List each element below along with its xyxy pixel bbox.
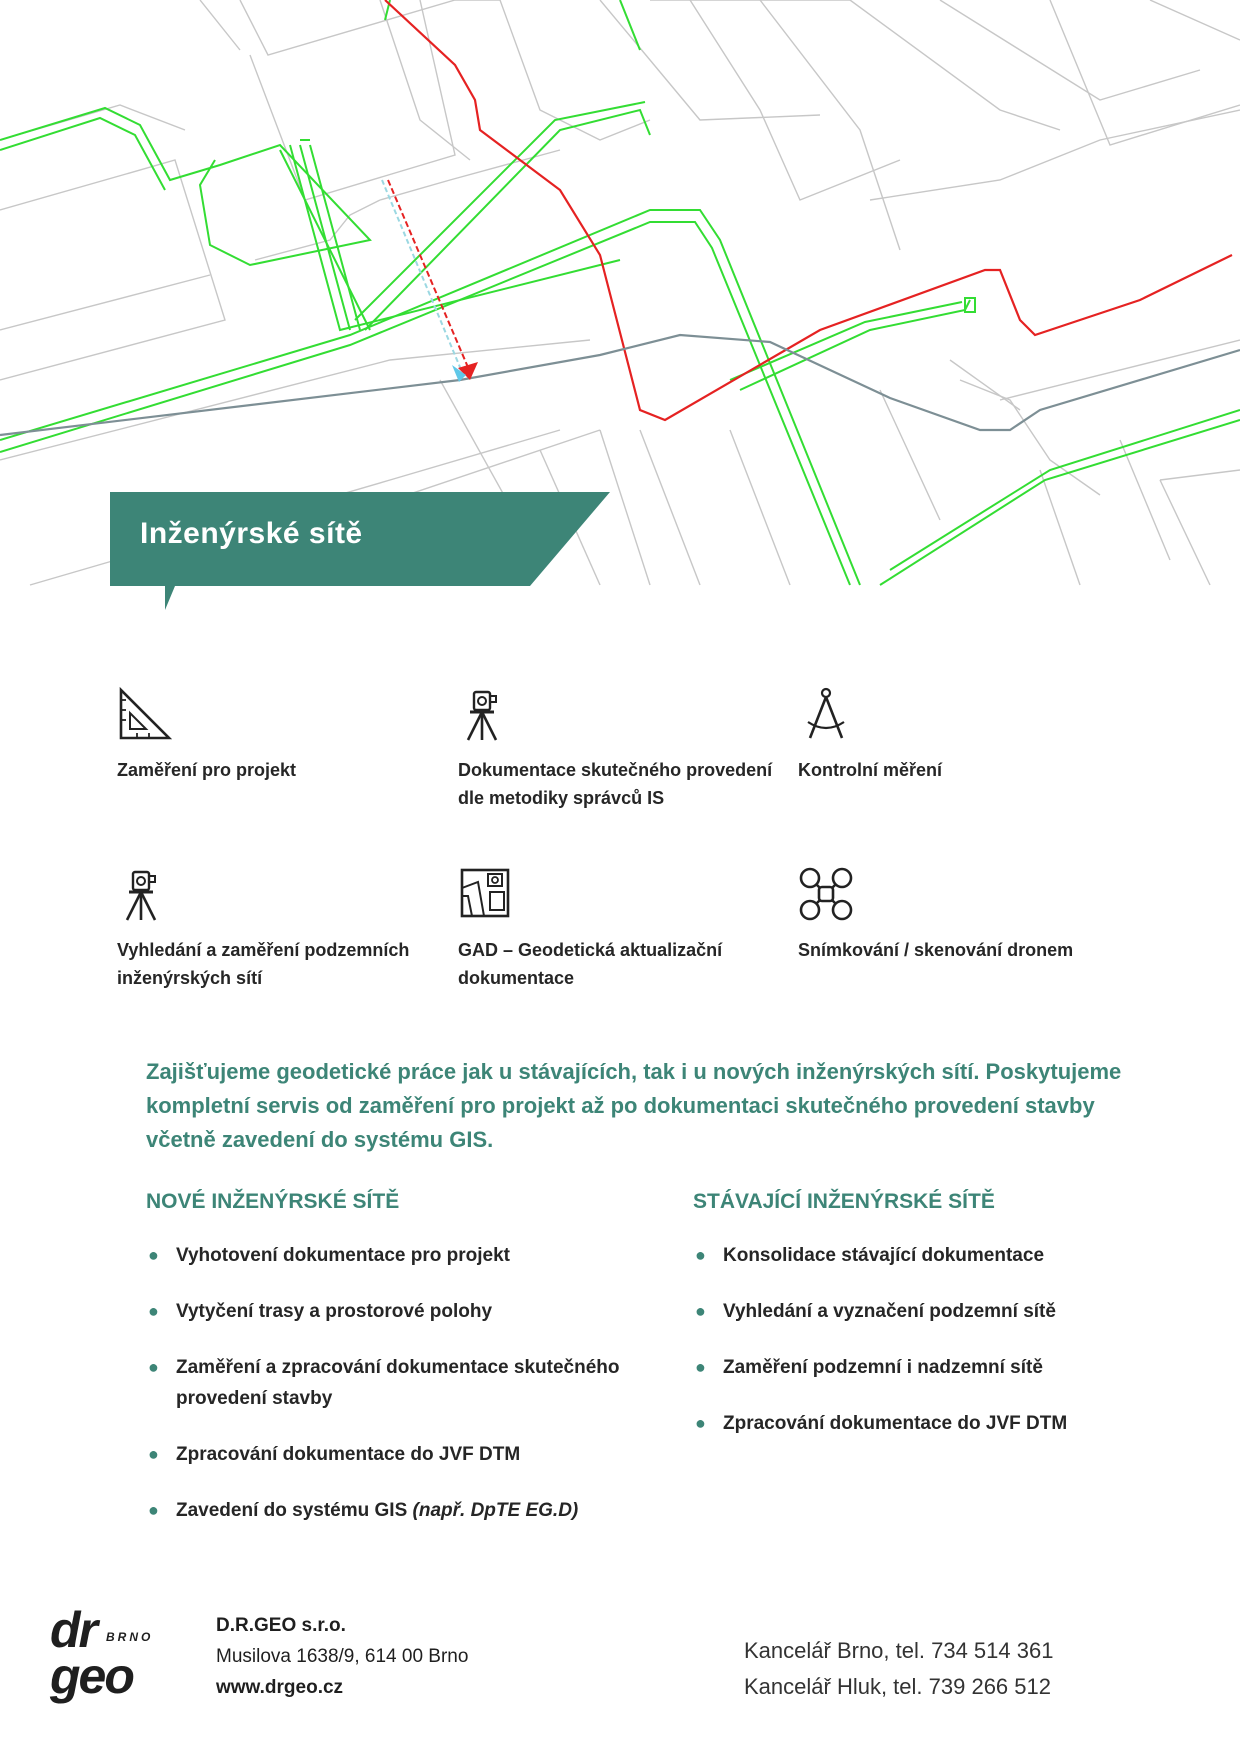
list-item [693, 1352, 1173, 1383]
existing-networks-heading: STÁVAJÍCÍ INŽENÝRSKÉ SÍTĚ [693, 1190, 995, 1213]
bullet-icon: ● [148, 1301, 159, 1321]
service-item-control-measurement [798, 686, 1128, 784]
total-station-icon [117, 866, 173, 922]
list-item [693, 1240, 1173, 1271]
service-item-as-built-documentation [458, 686, 788, 812]
list-item [693, 1296, 1173, 1327]
list-item-text: Zpracování dokumentace do JVF DTM [176, 1444, 521, 1465]
map-document-icon [458, 866, 514, 922]
total-station-icon [458, 686, 514, 742]
bullet-icon: ● [695, 1245, 706, 1265]
service-label: GAD – Geodetická aktualizační dokumentace [458, 940, 723, 988]
service-label: Zaměření pro projekt [117, 760, 297, 780]
company-address: Musilova 1638/9, 614 00 Brno [216, 1646, 469, 1667]
set-square-icon [117, 686, 173, 742]
list-item-text: Zavedení do systému GIS [176, 1500, 408, 1521]
existing-networks-list [693, 1240, 1173, 1464]
list-item-text: Zpracování dokumentace do JVF DTM [723, 1413, 1068, 1434]
intro-paragraph: Zajišťujeme geodetické práce jak u stávajících, tak i u nových inženýrských sítí. Poskytujeme kompletní servis od zaměření pro projekt až po dokumentaci skutečného provedení stavby včetně zavedení do systému GIS. [146, 1059, 1122, 1152]
list-item-text: Zaměření a zpracování dokumentace skutečného provedení stavby [176, 1357, 620, 1409]
compass-icon [798, 686, 854, 742]
bullet-icon: ● [148, 1444, 159, 1464]
list-item-text: Konsolidace stávající dokumentace [723, 1245, 1045, 1266]
list-item [146, 1495, 626, 1526]
new-networks-list [146, 1240, 626, 1551]
list-item-text: Vytyčení trasy a prostorové polohy [176, 1301, 493, 1322]
logo-wordmark [50, 1602, 170, 1704]
service-item-underground-networks [117, 866, 447, 992]
office-brno: Kancelář Brno, tel. 734 514 361 [744, 1638, 1054, 1663]
office-contacts [744, 1633, 1053, 1705]
list-item [146, 1296, 626, 1327]
bullet-icon: ● [148, 1500, 159, 1520]
service-label: Snímkování / skenování dronem [798, 940, 1074, 960]
bullet-icon: ● [695, 1301, 706, 1321]
bullet-icon: ● [148, 1245, 159, 1265]
company-website-link[interactable]: www.drgeo.cz [216, 1677, 344, 1698]
list-item [146, 1439, 626, 1470]
section-banner [110, 492, 610, 612]
bullet-icon: ● [695, 1413, 706, 1433]
section-title: Inženýrské sítě [140, 517, 363, 550]
bullet-icon: ● [695, 1357, 706, 1377]
logo-geo: geo [50, 1648, 133, 1704]
service-label: Kontrolní měření [798, 760, 943, 780]
service-item-drone [798, 866, 1128, 964]
company-info [216, 1610, 468, 1703]
bullet-icon: ● [148, 1357, 159, 1377]
service-label: Vyhledání a zaměření podzemních inženýrských sítí [117, 940, 410, 988]
drone-icon [798, 866, 854, 922]
list-item [146, 1352, 626, 1414]
logo-city: BRNO [106, 1630, 154, 1644]
list-item [693, 1408, 1173, 1439]
logo-dr: dr [50, 1602, 96, 1658]
list-item-text: Vyhotovení dokumentace pro projekt [176, 1245, 510, 1266]
service-item-gad [458, 866, 788, 992]
new-networks-heading: NOVÉ INŽENÝRSKÉ SÍTĚ [146, 1190, 400, 1213]
list-item-note: (např. DpTE EG.D) [412, 1500, 579, 1521]
service-item-survey-for-project [117, 686, 447, 784]
company-name: D.R.GEO s.r.o. [216, 1615, 346, 1636]
office-hluk: Kancelář Hluk, tel. 739 266 512 [744, 1674, 1051, 1699]
list-item-text: Zaměření podzemní i nadzemní sítě [723, 1357, 1043, 1378]
list-item-text: Vyhledání a vyznačení podzemní sítě [723, 1301, 1056, 1322]
service-label: Dokumentace skutečného provedení dle metodiky správců IS [458, 760, 773, 808]
list-item [146, 1240, 626, 1271]
